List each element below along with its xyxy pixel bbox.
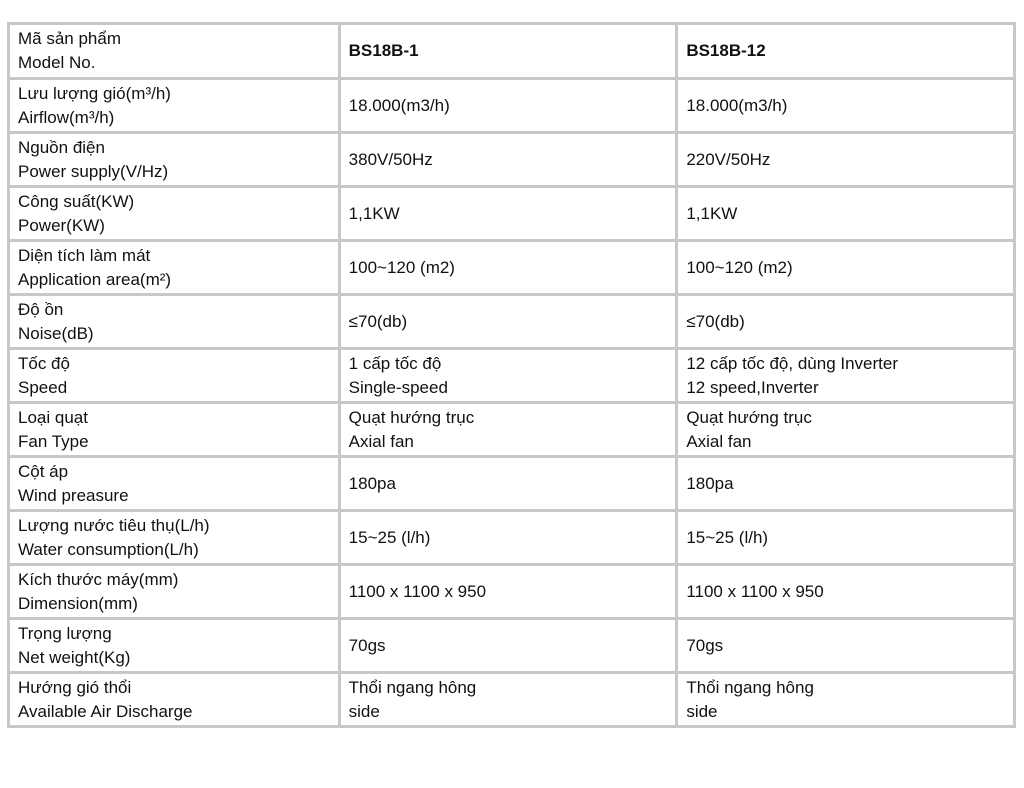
spec-label-cell (9, 187, 340, 241)
spec-value-model-b (677, 403, 1015, 457)
spec-label-vi: Cột áp (18, 461, 69, 481)
spec-label-en: Net weight(Kg) (18, 647, 131, 667)
spec-value-line: 1,1KW (686, 203, 738, 223)
spec-label-vi: Công suất(KW) (18, 191, 135, 211)
spec-label-vi: Lưu lượng gió(m³/h) (18, 83, 171, 103)
spec-value-model-a (339, 295, 677, 349)
spec-value-line: 100~120 (m2) (686, 257, 793, 277)
spec-label-cell (9, 511, 340, 565)
spec-label-en: Water consumption(L/h) (18, 539, 199, 559)
spec-value-model-a (339, 349, 677, 403)
header-model-a: BS18B-1 (339, 24, 677, 79)
spec-label-cell (9, 133, 340, 187)
table-row (9, 511, 1015, 565)
spec-label-vi: Lượng nước tiêu thụ(L/h) (18, 515, 210, 535)
spec-label-cell (9, 403, 340, 457)
spec-label-en: Available Air Discharge (18, 701, 193, 721)
spec-value-model-b (677, 349, 1015, 403)
spec-value-model-b (677, 511, 1015, 565)
spec-label-cell (9, 349, 340, 403)
spec-value-model-a (339, 133, 677, 187)
spec-label-vi: Độ ồn (18, 299, 64, 319)
table-row (9, 133, 1015, 187)
spec-label-vi: Nguồn điện (18, 137, 105, 157)
spec-label-vi: Trọng lượng (18, 623, 112, 643)
spec-value-line: 380V/50Hz (348, 149, 433, 169)
table-row (9, 673, 1015, 727)
spec-value-line: 180pa (686, 473, 734, 493)
table-row (9, 457, 1015, 511)
spec-value-model-b (677, 457, 1015, 511)
spec-value-line: 1,1KW (348, 203, 400, 223)
table-row (9, 241, 1015, 295)
spec-label-vi: Diện tích làm mát (18, 245, 151, 265)
spec-value-model-b (677, 619, 1015, 673)
spec-value-line: Single-speed (348, 377, 448, 397)
spec-value-line: 18.000(m3/h) (348, 95, 450, 115)
spec-value-line: 1 cấp tốc độ (348, 353, 442, 373)
spec-value-model-a (339, 403, 677, 457)
spec-label-vi: Loại quạt (18, 407, 88, 427)
spec-label-cell (9, 79, 340, 133)
spec-label-en: Dimension(mm) (18, 593, 138, 613)
spec-value-model-a (339, 187, 677, 241)
spec-label-en: Noise(dB) (18, 323, 94, 343)
spec-value-line: 180pa (348, 473, 396, 493)
spec-value-model-a (339, 511, 677, 565)
spec-value-line: 15~25 (l/h) (686, 527, 769, 547)
spec-label-en: Wind preasure (18, 485, 129, 505)
spec-label-cell (9, 241, 340, 295)
header-label-cell (9, 24, 340, 79)
spec-label-vi: Hướng gió thổi (18, 677, 132, 697)
spec-value-line: ≤70(db) (348, 311, 408, 331)
header-label-vi: Mã sản phẩm (18, 29, 121, 48)
spec-value-model-b (677, 673, 1015, 727)
spec-value-line: 12 cấp tốc độ, dùng Inverter (686, 353, 899, 373)
spec-value-model-a (339, 241, 677, 295)
spec-value-line: 220V/50Hz (686, 149, 771, 169)
spec-value-line: 1100 x 1100 x 950 (686, 581, 824, 601)
spec-value-model-b (677, 241, 1015, 295)
spec-label-en: Power(KW) (18, 215, 105, 235)
spec-label-cell (9, 565, 340, 619)
spec-label-en: Power supply(V/Hz) (18, 161, 169, 181)
table-row (9, 79, 1015, 133)
spec-table-body (9, 24, 1015, 727)
spec-value-line: 12 speed,Inverter (686, 377, 819, 397)
spec-label-vi: Kích thước máy(mm) (18, 569, 179, 589)
spec-value-model-a (339, 457, 677, 511)
header-label-en: Model No. (18, 53, 96, 72)
spec-label-en: Speed (18, 377, 68, 397)
spec-value-model-b (677, 565, 1015, 619)
spec-value-line: 70gs (348, 635, 386, 655)
header-model-b: BS18B-12 (677, 24, 1015, 79)
spec-value-line: Axial fan (686, 431, 752, 451)
table-row (9, 295, 1015, 349)
table-row (9, 187, 1015, 241)
spec-value-line: Thổi ngang hông (686, 677, 814, 697)
spec-label-en: Fan Type (18, 431, 89, 451)
spec-value-model-a (339, 79, 677, 133)
spec-value-line: 70gs (686, 635, 724, 655)
spec-value-line: side (348, 701, 380, 721)
spec-value-line: Axial fan (348, 431, 414, 451)
spec-value-model-a (339, 673, 677, 727)
spec-value-model-b (677, 79, 1015, 133)
spec-value-line: 1100 x 1100 x 950 (348, 581, 487, 601)
spec-value-model-b (677, 187, 1015, 241)
spec-value-line: Quạt hướng trục (686, 407, 812, 427)
table-row (9, 565, 1015, 619)
spec-value-line: 15~25 (l/h) (348, 527, 431, 547)
spec-value-line: Quạt hướng trục (348, 407, 475, 427)
table-header-row (9, 24, 1015, 79)
spec-value-line: 18.000(m3/h) (686, 95, 788, 115)
spec-value-model-a (339, 565, 677, 619)
spec-label-cell (9, 295, 340, 349)
spec-label-vi: Tốc độ (18, 353, 70, 373)
spec-label-cell (9, 619, 340, 673)
spec-label-en: Airflow(m³/h) (18, 107, 115, 127)
spec-label-cell (9, 673, 340, 727)
spec-value-line: ≤70(db) (686, 311, 745, 331)
spec-value-line: Thổi ngang hông (348, 677, 477, 697)
spec-value-line: 100~120 (m2) (348, 257, 455, 277)
spec-label-cell (9, 457, 340, 511)
spec-value-line: side (686, 701, 718, 721)
table-row (9, 619, 1015, 673)
spec-value-model-a (339, 619, 677, 673)
spec-label-en: Application area(m²) (18, 269, 172, 289)
table-row (9, 349, 1015, 403)
table-row (9, 403, 1015, 457)
spec-value-model-b (677, 133, 1015, 187)
spec-table (7, 22, 1016, 728)
spec-value-model-b (677, 295, 1015, 349)
